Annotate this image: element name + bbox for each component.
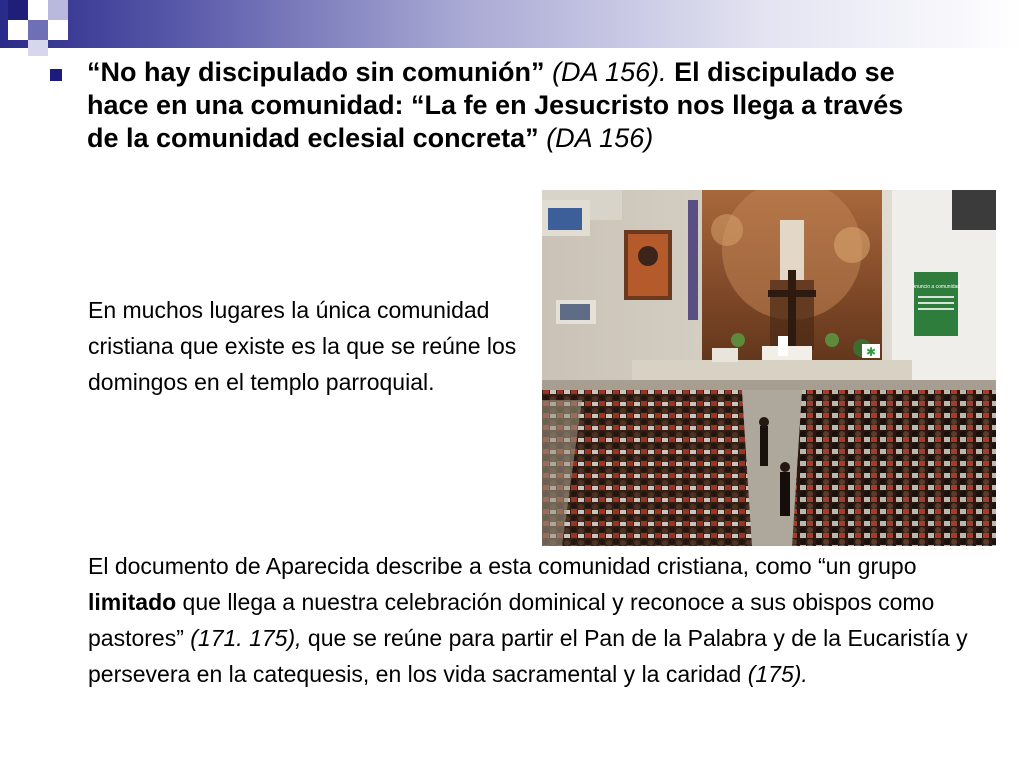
church-interior-photo [542,190,996,546]
heading-reference: (DA 156) [546,123,654,153]
header-gradient-bar [0,0,1024,48]
heading-statement: El discipulado se hace en una comunidad: “La fe en Jesucristo nos llega a través de la comunidad eclesial concreta” [87,57,904,153]
header-square [48,20,68,40]
bullet-square-icon [50,69,62,81]
header-square [8,0,28,20]
heading-reference: (DA 156). [552,57,667,87]
header-square [48,0,68,20]
paragraph-text: que llega a nuestra celebración dominical y reconoce a sus obispos como pastores” [88,589,935,651]
svg-text:✱: ✱ [865,345,877,359]
header-square [28,40,48,56]
paragraph-reference: (171. 175), [190,625,302,651]
banner-text: Anuncio a comunidad [911,284,961,290]
paragraph-text: que se reúne para partir el Pan de la Palabra y de la Eucaristía y persevera en la catequesis, en los vida sacramental y la caridad [88,625,968,687]
header-square [28,0,48,20]
emphasis-bold: limitado [88,589,177,615]
heading-quote: “No hay discipulado sin comunión” [87,57,545,87]
header-square [8,20,28,40]
paragraph-parish-community: En muchos lugares la única comunidad cristiana que existe es la que se reúne los domingos en el templo parroquial. [88,297,517,395]
paragraph-text: El documento de Aparecida describe a esta comunidad cristiana, como “un grupo [88,553,917,579]
paragraph-aparecida-description [88,548,968,692]
slide-heading [87,56,917,155]
paragraph-reference: (175). [747,661,808,687]
header-square [28,20,48,40]
